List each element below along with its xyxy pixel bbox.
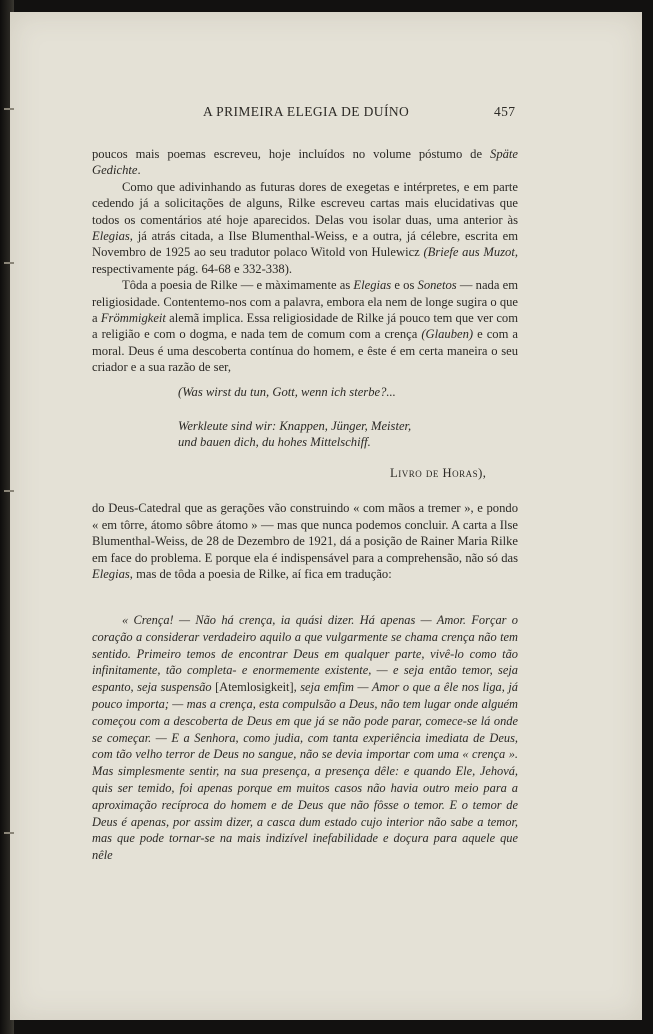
page-number: 457: [494, 104, 516, 119]
italic-text: Elegias: [353, 278, 392, 293]
paragraph-1: [92, 146, 518, 179]
main-text-top: [92, 146, 518, 376]
text-run: .: [137, 163, 141, 178]
verse-attribution: Livro de Horas),: [390, 466, 487, 480]
italic-text: Sonetos: [417, 278, 457, 293]
italic-text: (Briefe aus Muzot: [423, 245, 515, 260]
italic-text: Elegias: [92, 567, 130, 582]
text-run: , já atrás citada, a Ilse Blumenthal-Weiss, e a outra, já célebre, escrita em Novembro de 1925 ao seu tradutor polaco Witold von Hulewicz: [92, 229, 518, 260]
text-run: Como que adivinhando as futuras dores de exegetas e intérpretes, e em parte cedendo já a solicitações de alguns, Rilke escreveu cartas mais elucidativas que todos os comentários até hoje aparecidos. Delas vou isolar duas, uma anterior às: [92, 179, 518, 227]
text-run: e com a moral. Deus é uma descoberta contínua do homem, e êste é em certa maneira o seu criador e a sua razão de ser,: [92, 327, 519, 375]
verse-line-2: Werkleute sind wir: Knappen, Jünger, Meister,: [178, 419, 412, 433]
verse-line-3: und bauen dich, du hohes Mittelschiff.: [178, 435, 371, 449]
text-run: — nada em religiosidade. Contentemo-nos com a palavra, embora ela nem de longe sugira o que a: [92, 278, 519, 326]
italic-text: Elegias: [92, 229, 130, 244]
translated-letter-quote: [92, 612, 518, 864]
text-run: « Crença! — Não há crença, ia quási dizer. Há apenas — Amor. Forçar o coração a considerar verdadeiro aquilo a que vulgarmente se chama crença não tem sentido. Primeiro temos de encontrar Deus em qualquer parte, vivê-lo como tão infinitamente, tão completa- e enormemente existente, — e seja então temor, seja espanto, seja suspensão: [92, 613, 518, 695]
text-run: poucos mais poemas escreveu, hoje incluídos no volume póstumo de: [92, 147, 491, 161]
text-run: alemã implica. Essa religiosidade de Rilke já pouco tem que ver com a religião e com o dogma, e nada tem de comum com a crença: [92, 311, 518, 342]
page-edge-mark: [4, 108, 14, 110]
paragraph-after-verse: [92, 500, 518, 583]
bracket-term: [Atemlosigkeit]: [215, 680, 294, 695]
verse-line-1: (Was wirst du tun, Gott, wenn ich sterbe?...: [178, 385, 396, 399]
italic-text: (Glauben): [421, 327, 474, 342]
italic-text: Späte Gedichte: [92, 147, 518, 178]
italic-text: Frömmigkeit: [100, 311, 166, 326]
running-title: A PRIMEIRA ELEGIA DE DUÍNO: [203, 104, 410, 119]
text-run: , seja emfim — Amor o que a êle nos liga, já pouco importa; — mas a crença, esta compulsão a Deus, não tem lugar onde alguém começou com a descoberta de Deus em que já se não pode parar, comece-se lá onde se começar. — E a Senhora, como judia, com tanta experiência imediata de Deus, com tão velho terror de Deus no sangue, não se devia importar com uma « crença ». Mas simplesmente sentir, na sua presença, a presença dêle: e quando Ele, Jehová, quis ser temido, foi apenas porque em muitos casos não havia outro meio para a aproximação recíproca do homem e de Deus que não fôsse o temor. E o temor de Deus é apenas, por assim dizer, a casca dum estado cujo interior não sabe a temor, mas que pode tornar-se na mais indizível inefabilidade e doçura para aquele que nêle: [92, 680, 518, 863]
text-run: , mas de tôda a poesia de Rilke, aí fica em tradução:: [129, 567, 392, 582]
page-edge-mark: [4, 490, 14, 492]
text-run: e os: [391, 278, 418, 293]
paragraph-3: [92, 277, 518, 375]
text-run: do Deus-Catedral que as gerações vão construindo « com mãos a tremer », e pondo « em tôrre, átomo sôbre átomo » — mas que nunca podemos concluir. A carta a Ilse Blumenthal-Weiss, de 28 de Dezembro de 1921, dá a posição de Rainer Maria Rilke em face do problema. E porque ela é indispensável para a comprehensão, não só das: [92, 501, 518, 565]
text-run: , respectivamente pág. 64-68 e 332-338).: [92, 245, 518, 276]
page-edge-mark: [4, 832, 14, 834]
page-edge-mark: [4, 262, 14, 264]
paragraph-2: [92, 179, 518, 277]
text-run: Tôda a poesia de Rilke — e màximamente as: [122, 278, 354, 293]
